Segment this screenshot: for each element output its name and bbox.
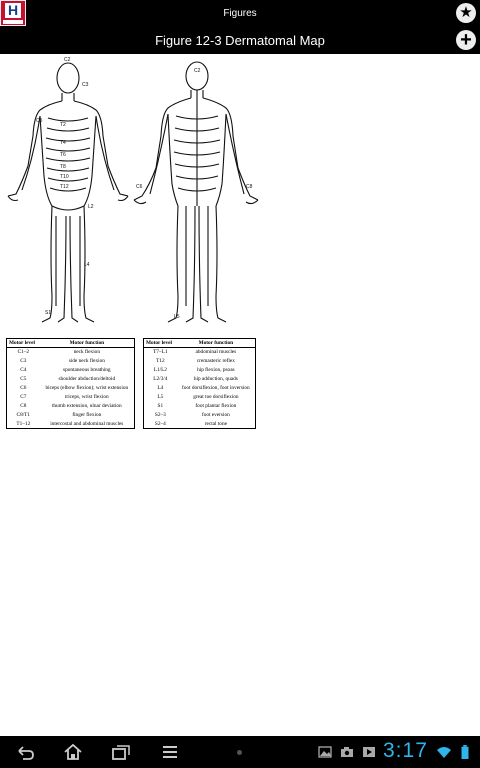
table-row bbox=[7, 419, 135, 428]
front-label-c5: C5 bbox=[36, 118, 43, 124]
motor-function: side neck flexion bbox=[68, 358, 105, 365]
front-label-l4: L4 bbox=[84, 262, 90, 268]
front-label-t12: T12 bbox=[60, 184, 69, 190]
col-header-motor-function: Motor function bbox=[177, 339, 256, 348]
motor-function: great toe dorsiflexion bbox=[193, 393, 239, 400]
front-label-c3: C3 bbox=[82, 82, 89, 88]
table-row bbox=[144, 348, 256, 357]
col-header-motor-function: Motor function bbox=[40, 339, 135, 348]
table-row bbox=[7, 401, 135, 410]
motor-function: finger flexion bbox=[72, 411, 102, 418]
motor-level: C1–2 bbox=[17, 349, 30, 356]
table-row bbox=[7, 384, 135, 393]
motor-function: hip adduction, quads bbox=[193, 376, 238, 383]
motor-level: L4 bbox=[157, 385, 164, 391]
front-label-t8: T8 bbox=[60, 164, 66, 170]
motor-level: L5 bbox=[157, 393, 164, 400]
motor-function: intercostal and abdominal muscles bbox=[50, 420, 124, 427]
table-row bbox=[7, 410, 135, 419]
table-row bbox=[7, 357, 135, 366]
front-label-t4: T4 bbox=[60, 140, 66, 146]
table-row bbox=[144, 375, 256, 384]
table-row bbox=[7, 375, 135, 384]
motor-level: C4 bbox=[20, 367, 27, 374]
plus-icon: + bbox=[460, 29, 472, 51]
motor-level: C8 bbox=[20, 402, 27, 409]
system-nav-bar bbox=[0, 736, 480, 768]
menu-icon[interactable] bbox=[159, 742, 181, 762]
figure-title: Figure 12-3 Dermatomal Map bbox=[155, 33, 325, 48]
table-row bbox=[144, 401, 256, 410]
table-row bbox=[7, 392, 135, 401]
star-icon: ★ bbox=[459, 4, 473, 21]
table-row bbox=[144, 419, 256, 428]
wifi-icon bbox=[436, 745, 452, 759]
table-row bbox=[144, 410, 256, 419]
back-label-c8: C8 bbox=[246, 184, 253, 190]
figure-title-bar bbox=[0, 27, 480, 54]
motor-level: S1 bbox=[157, 402, 164, 409]
motor-table-right bbox=[143, 338, 256, 429]
gallery-icon bbox=[318, 745, 332, 759]
favorite-star-button[interactable] bbox=[456, 3, 476, 23]
battery-icon bbox=[460, 745, 470, 759]
motor-function: thumb extension, ulnar deviation bbox=[51, 402, 122, 409]
table-row bbox=[144, 384, 256, 393]
col-header-motor-level: Motor level bbox=[144, 339, 177, 348]
motor-table-left bbox=[6, 338, 135, 429]
camera-icon bbox=[340, 745, 354, 759]
front-label-t6: T6 bbox=[60, 152, 66, 158]
home-icon[interactable] bbox=[62, 742, 84, 762]
motor-function: spontaneous breathing bbox=[63, 367, 111, 374]
back-icon[interactable] bbox=[14, 742, 36, 762]
motor-function: neck flexion bbox=[73, 349, 100, 356]
motor-function: rectal tone bbox=[204, 420, 227, 427]
motor-function: shoulder abduction/deltoid bbox=[58, 376, 116, 383]
front-label-c2: C2 bbox=[64, 57, 71, 63]
media-play-icon bbox=[362, 745, 376, 759]
motor-level: T7–L1 bbox=[153, 349, 168, 356]
top-action-bar bbox=[0, 0, 480, 27]
table-row bbox=[144, 392, 256, 401]
front-label-s1: S1 bbox=[45, 310, 52, 316]
front-label-t2: T2 bbox=[60, 122, 66, 128]
motor-function: foot dorsiflexion, foot inversion bbox=[182, 385, 250, 391]
motor-level: C8/T1 bbox=[16, 411, 31, 418]
motor-function: triceps, wrist flexion bbox=[64, 393, 109, 400]
window-title: Figures bbox=[223, 8, 257, 19]
table-row bbox=[7, 348, 135, 357]
motor-level: L1/L2 bbox=[153, 367, 167, 374]
motor-level: C6 bbox=[20, 385, 27, 391]
table-row bbox=[144, 366, 256, 375]
dermatome-illustration bbox=[0, 56, 262, 336]
motor-function: biceps (elbow flexion); wrist extension bbox=[45, 385, 129, 391]
motor-function: abdominal muscles bbox=[195, 349, 237, 356]
back-label-c6: C6 bbox=[136, 184, 143, 190]
col-header-motor-level: Motor level bbox=[7, 339, 40, 348]
add-button[interactable] bbox=[456, 30, 476, 50]
motor-function: cremasteric reflex bbox=[196, 358, 235, 365]
keyboard-indicator bbox=[237, 750, 242, 755]
front-label-l2: L2 bbox=[88, 204, 94, 210]
motor-level: T12 bbox=[156, 358, 165, 365]
motor-level: T1–12 bbox=[16, 420, 31, 427]
motor-function: hip flexion, psoas bbox=[197, 367, 235, 374]
front-label-t10: T10 bbox=[60, 174, 69, 180]
dermatome-figure[interactable] bbox=[0, 56, 262, 336]
motor-level: S2–3 bbox=[154, 411, 166, 418]
app-logo-letter: H bbox=[5, 3, 21, 18]
recent-apps-icon[interactable] bbox=[110, 742, 132, 762]
motor-function: foot plantar flexion bbox=[195, 402, 237, 409]
back-label-c2: C2 bbox=[194, 68, 201, 74]
motor-level: S2–4 bbox=[154, 420, 166, 427]
table-row bbox=[7, 366, 135, 375]
table-row bbox=[144, 357, 256, 366]
clock: 3:17 bbox=[383, 739, 428, 762]
motor-level: C7 bbox=[20, 393, 27, 400]
motor-level: L2/3/4 bbox=[153, 376, 168, 383]
motor-level: C3 bbox=[20, 358, 27, 365]
back-label-l5: L5 bbox=[174, 314, 180, 320]
motor-function: foot eversion bbox=[201, 411, 230, 418]
motor-level: C5 bbox=[20, 376, 27, 383]
